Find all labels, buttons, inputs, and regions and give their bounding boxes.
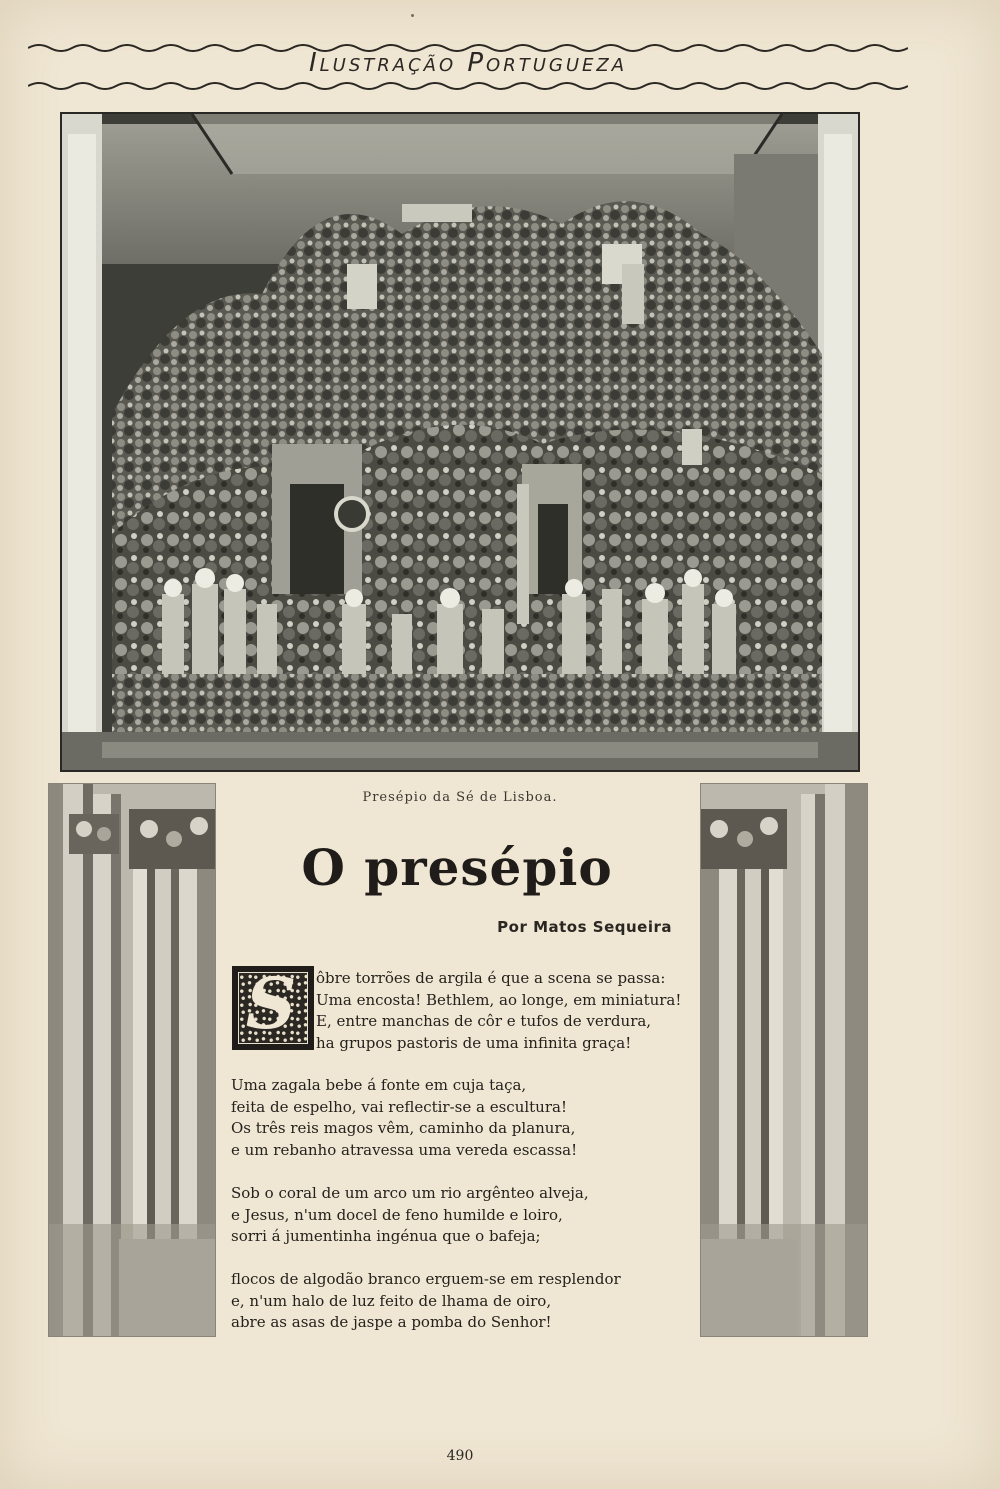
column-illustration [49,784,215,1336]
poem-line: Uma encosta! Bethlem, ao longe, em miniatura! [316,990,682,1009]
poem-line: E, entre manchas de côr e tufos de verdura, [316,1012,652,1030]
poem-line: Sob o coral de um arco um rio argênteo alveja, [231,1184,589,1202]
drop-cap [232,962,314,1050]
drop-cap-letter: S [245,962,297,1045]
page-number: 490 [446,1448,474,1464]
nativity-scene-illustration [62,114,858,770]
poem-line: flocos de algodão branco erguem-se em resplendor [231,1270,621,1288]
gothic-column-right [700,783,868,1337]
magazine-header [28,38,908,98]
poem-line: Uma zagala bebe á fonte em cuja taça, [231,1076,527,1094]
poem-line: ôbre torrões de argila é que a scena se passa: [316,969,666,987]
stanza-1 [316,968,681,1054]
magazine-title: Ilustração Portugueza [308,48,628,78]
poem-line: abre as asas de jaspe a pomba do Senhor! [231,1313,552,1331]
print-speck [411,14,414,17]
poem-line: e um rebanho atravessa uma vereda escassa! [231,1140,578,1159]
poem-title: O presépio [301,838,613,897]
stanza-3 [231,1183,589,1248]
poem-line: feita de espelho, vai reflectir-se a escultura! [231,1097,567,1116]
poem-line: e, n'um halo de luz feito de lhama de oiro, [231,1291,552,1310]
poem-author: Por Matos Sequeira [497,918,672,936]
poem-line: e Jesus, n'um docel de feno humilde e loiro, [231,1205,563,1224]
photo-caption: Presépio da Sé de Lisboa. [362,790,558,805]
gothic-column-left [48,783,216,1337]
stanza-4 [231,1269,621,1334]
stanza-2 [231,1075,577,1161]
column-illustration [701,784,867,1336]
poem-line: Os três reis magos vêm, caminho da planura, [231,1119,576,1137]
nativity-photo [60,112,860,772]
poem-line: ha grupos pastoris de uma infinita graça! [316,1033,632,1052]
poem-line: sorri á jumentinha ingénua que o bafeja; [231,1227,541,1245]
